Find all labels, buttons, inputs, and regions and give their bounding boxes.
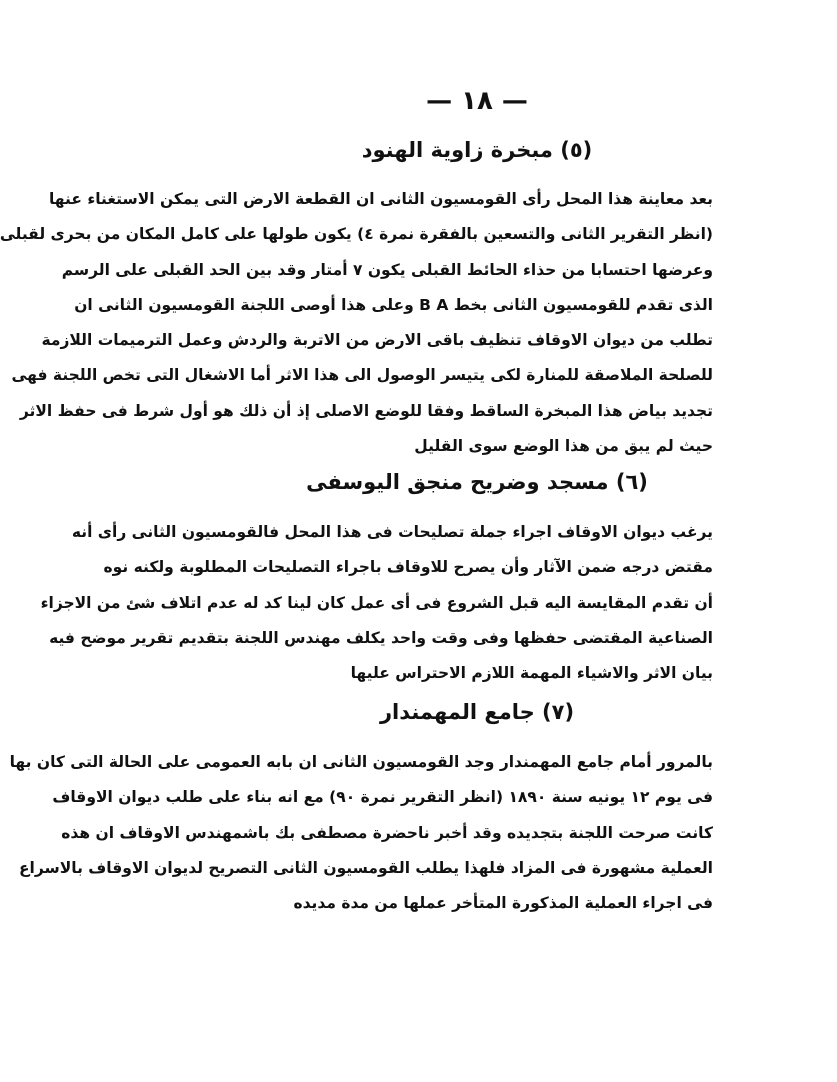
section-heading-mihmandar-mosque: (٧) جامع المهمندار: [379, 700, 575, 724]
text-line: بعد معاينة هذا المحل رأى القومسيون الثانى ان القطعة الارض التى يمكن الاستغناء عنها: [48, 190, 713, 208]
text-line: العملية مشهورة فى المزاد فلهذا يطلب القومسيون الثانى التصريح لديوان الاوقاف بالاسراع: [18, 858, 713, 877]
text-line: وعرضها احتسابا من حذاء الحائط القبلى يكون ٧ أمتار وقد بين الحد القبلى على الرسم: [61, 260, 713, 279]
text-line: للصلحة الملاصقة للمنارة لكى يتيسر الوصول الى هذا الاثر أما الاشغال التى تخص اللجنة فهى: [11, 366, 713, 385]
text-line: مقتض درجه ضمن الآثار وأن يصرح للاوقاف باجراء التصليحات المطلوبة ولكنه نوه: [103, 558, 713, 577]
text-line: أن تقدم المقايسة اليه قبل الشروع فى أى عمل كان لينا كد له عدم اتلاف شئ من الاجزاء: [40, 593, 713, 612]
section-paragraph-incense-burner: [0, 182, 713, 464]
text-line: الذى تقدم للقومسيون الثانى بخط B A وعلى هذا أوصى اللجنة القومسيون الثانى ان: [74, 295, 713, 314]
text-line: فى يوم ١٢ يونيه سنة ١٨٩٠ (انظر التقرير نمرة ٩٠) مع انه بناء على طلب ديوان الاوقاف: [52, 788, 713, 807]
text-line: (انظر التقرير الثانى والتسعين بالفقرة نمرة ٤) يكون طولها على كامل المكان من بحرى لقبلى: [0, 225, 713, 244]
text-line: بيان الاثر والاشياء المهمة اللازم الاحتراس عليها: [350, 664, 713, 683]
text-line: فى اجراء العملية المذكورة المتأخر عملها من مدة مديده: [293, 894, 713, 913]
text-line: يرغب ديوان الاوقاف اجراء جملة تصليحات فى هذا المحل فالقومسيون الثانى رأى أنه: [71, 523, 713, 541]
section-paragraph-mihmandar-mosque: [9, 745, 713, 921]
section-heading-mosque-yusufi: (٦) مسجد وضريح منجق اليوسفى: [306, 470, 648, 494]
text-line: الصناعية المقتضى حفظها وفى وقت واحد يكلف مهندس اللجنة بتقديم تقرير موضح فيه: [49, 628, 713, 647]
text-line: بالمرور أمام جامع المهمندار وجد القومسيون الثانى ان بابه العمومى على الحالة التى كان بها: [9, 753, 713, 771]
section-heading-incense-burner: (٥) مبخرة زاوية الهنود: [361, 138, 593, 162]
text-line: حيث لم يبق من هذا الوضع سوى القليل: [414, 437, 713, 456]
text-line: كانت صرحت اللجنة بتجديده وقد أخبر ناحضرة مصطفى بك باشمهندس الاوقاف ان هذه: [61, 823, 713, 842]
text-line: تجديد بياض هذا المبخرة الساقط وفقا للوضع الاصلى إذ أن ذلك هو أول شرط فى حفظ الاثر: [19, 401, 713, 420]
page-number: — ١٨ —: [426, 86, 528, 116]
section-paragraph-mosque-yusufi: [40, 515, 713, 691]
text-line: تطلب من ديوان الاوقاف تنظيف باقى الارض من الاتربة والردش وعمل الترميمات اللازمة: [41, 331, 713, 350]
